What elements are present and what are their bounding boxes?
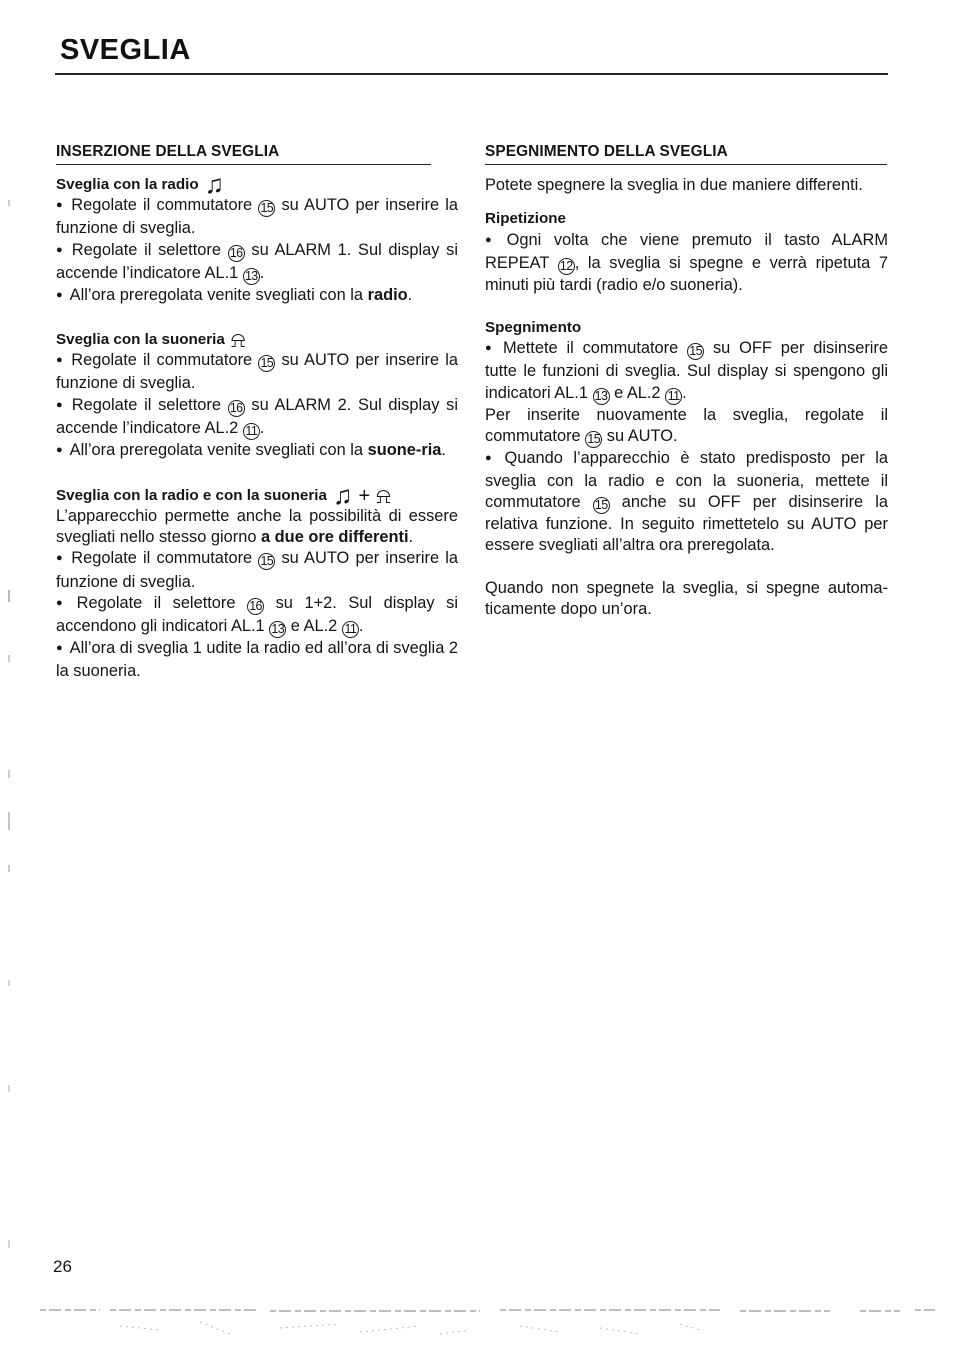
paragraph: Per inserite nuovamente la sveglia, regolate il commutatore 15 su AUTO. bbox=[485, 405, 888, 446]
ref-number: 15 bbox=[593, 497, 610, 514]
subheading-radio-suoneria bbox=[56, 480, 458, 511]
list-item: ● All’ora preregolata venite svegliati con la suone-ria. bbox=[56, 440, 458, 463]
page-title: SVEGLIA bbox=[60, 34, 191, 66]
left-column bbox=[56, 141, 458, 682]
ref-number: 16 bbox=[228, 245, 245, 262]
list-item: ● Regolate il commutatore 15 su AUTO per inserire la funzione di sveglia. bbox=[56, 548, 458, 592]
list-item: ● Quando l’apparecchio è stato predisposto per la sveglia con la radio e con la suoneria, mettete il commutatore 15 anche su OFF per disinserire la relativa funzione. In seguito rimettetelo su AUTO per essere svegliati all’altra ora preregolata. bbox=[485, 448, 888, 557]
closing-paragraph: Quando non spegnete la sveglia, si spegne automa-ticamente dopo un’ora. bbox=[485, 578, 888, 618]
subheading-radio bbox=[56, 169, 458, 200]
music-note-icon: ♫ bbox=[332, 480, 353, 511]
scan-margin-marks bbox=[4, 200, 14, 1300]
bell-icon: ⍾ bbox=[376, 483, 391, 509]
ref-number: 11 bbox=[243, 423, 260, 440]
subheading-suoneria-text: Sveglia con la suoneria bbox=[56, 331, 225, 349]
scan-noise-border bbox=[0, 1304, 954, 1348]
subheading-spegnimento: Spegnimento bbox=[485, 319, 582, 337]
title-divider bbox=[55, 73, 888, 75]
ref-number: 13 bbox=[593, 388, 610, 405]
ref-number: 15 bbox=[687, 343, 704, 360]
ref-number: 11 bbox=[665, 388, 682, 405]
ref-number: 16 bbox=[228, 400, 245, 417]
bell-icon: ⍾ bbox=[230, 327, 246, 353]
plus-icon: + bbox=[358, 485, 371, 508]
list-item: ● All’ora preregolata venite svegliati con la radio. bbox=[56, 285, 458, 308]
list-item: ● Regolate il commutatore 15 su AUTO per inserire la funzione di sveglia. bbox=[56, 195, 458, 239]
list-item: ● Regolate il selettore 16 su ALARM 1. Sul display si accende l’indicatore AL.1 13 . bbox=[56, 240, 458, 285]
intro-paragraph: Potete spegnere la sveglia in due maniere differenti. bbox=[485, 176, 863, 195]
music-note-icon: ♫ bbox=[204, 169, 225, 200]
subheading-ripetizione: Ripetizione bbox=[485, 210, 567, 228]
ref-number: 15 bbox=[585, 431, 602, 448]
ref-number: 13 bbox=[269, 621, 286, 638]
list-item: ● Regolate il selettore 16 su ALARM 2. Sul display si accende l’indicatore AL.2 11 . bbox=[56, 395, 458, 440]
list-item: ● All’ora di sveglia 1 udite la radio ed all’ora di sveglia 2 la suoneria. bbox=[56, 638, 458, 682]
ref-number: 12 bbox=[558, 258, 575, 275]
section-heading-spegnimento: SPEGNIMENTO DELLA SVEGLIA bbox=[485, 141, 887, 165]
ref-number: 15 bbox=[258, 200, 275, 217]
subheading-suoneria bbox=[56, 327, 458, 353]
page-number: 26 bbox=[53, 1257, 72, 1276]
subheading-radio-text: Sveglia con la radio bbox=[56, 176, 199, 193]
subheading-radio-suoneria-text: Sveglia con la radio e con la suoneria bbox=[56, 486, 327, 504]
list-item: ● Regolate il selettore 16 su 1+2. Sul display si accendono gli indicatori AL.1 13 e AL.2 11 . bbox=[56, 593, 458, 638]
list-item: ● Regolate il commutatore 15 su AUTO per inserire la funzione di sveglia. bbox=[56, 350, 458, 394]
intro-paragraph: L’apparecchio permette anche la possibilità di essere svegliati nello stesso giorno a due ore differenti. bbox=[56, 507, 458, 547]
section-heading-inserzione: INSERZIONE DELLA SVEGLIA bbox=[56, 141, 431, 165]
ref-number: 11 bbox=[342, 621, 359, 638]
ref-number: 15 bbox=[258, 553, 275, 570]
ref-number: 15 bbox=[258, 355, 275, 372]
right-column bbox=[485, 141, 888, 620]
ref-number: 16 bbox=[247, 598, 264, 615]
list-item: ● Ogni volta che viene premuto il tasto ALARM REPEAT 12 , la sveglia si spegne e verrà ripetuta 7 minuti più tardi (radio e/o suoneria). bbox=[485, 230, 888, 296]
ref-number: 13 bbox=[243, 268, 260, 285]
list-item: ● Mettete il commutatore 15 su OFF per disinserire tutte le funzioni di sveglia. Sul display si spengono gli indicatori AL.1 13 e AL.2 11 . bbox=[485, 338, 888, 404]
